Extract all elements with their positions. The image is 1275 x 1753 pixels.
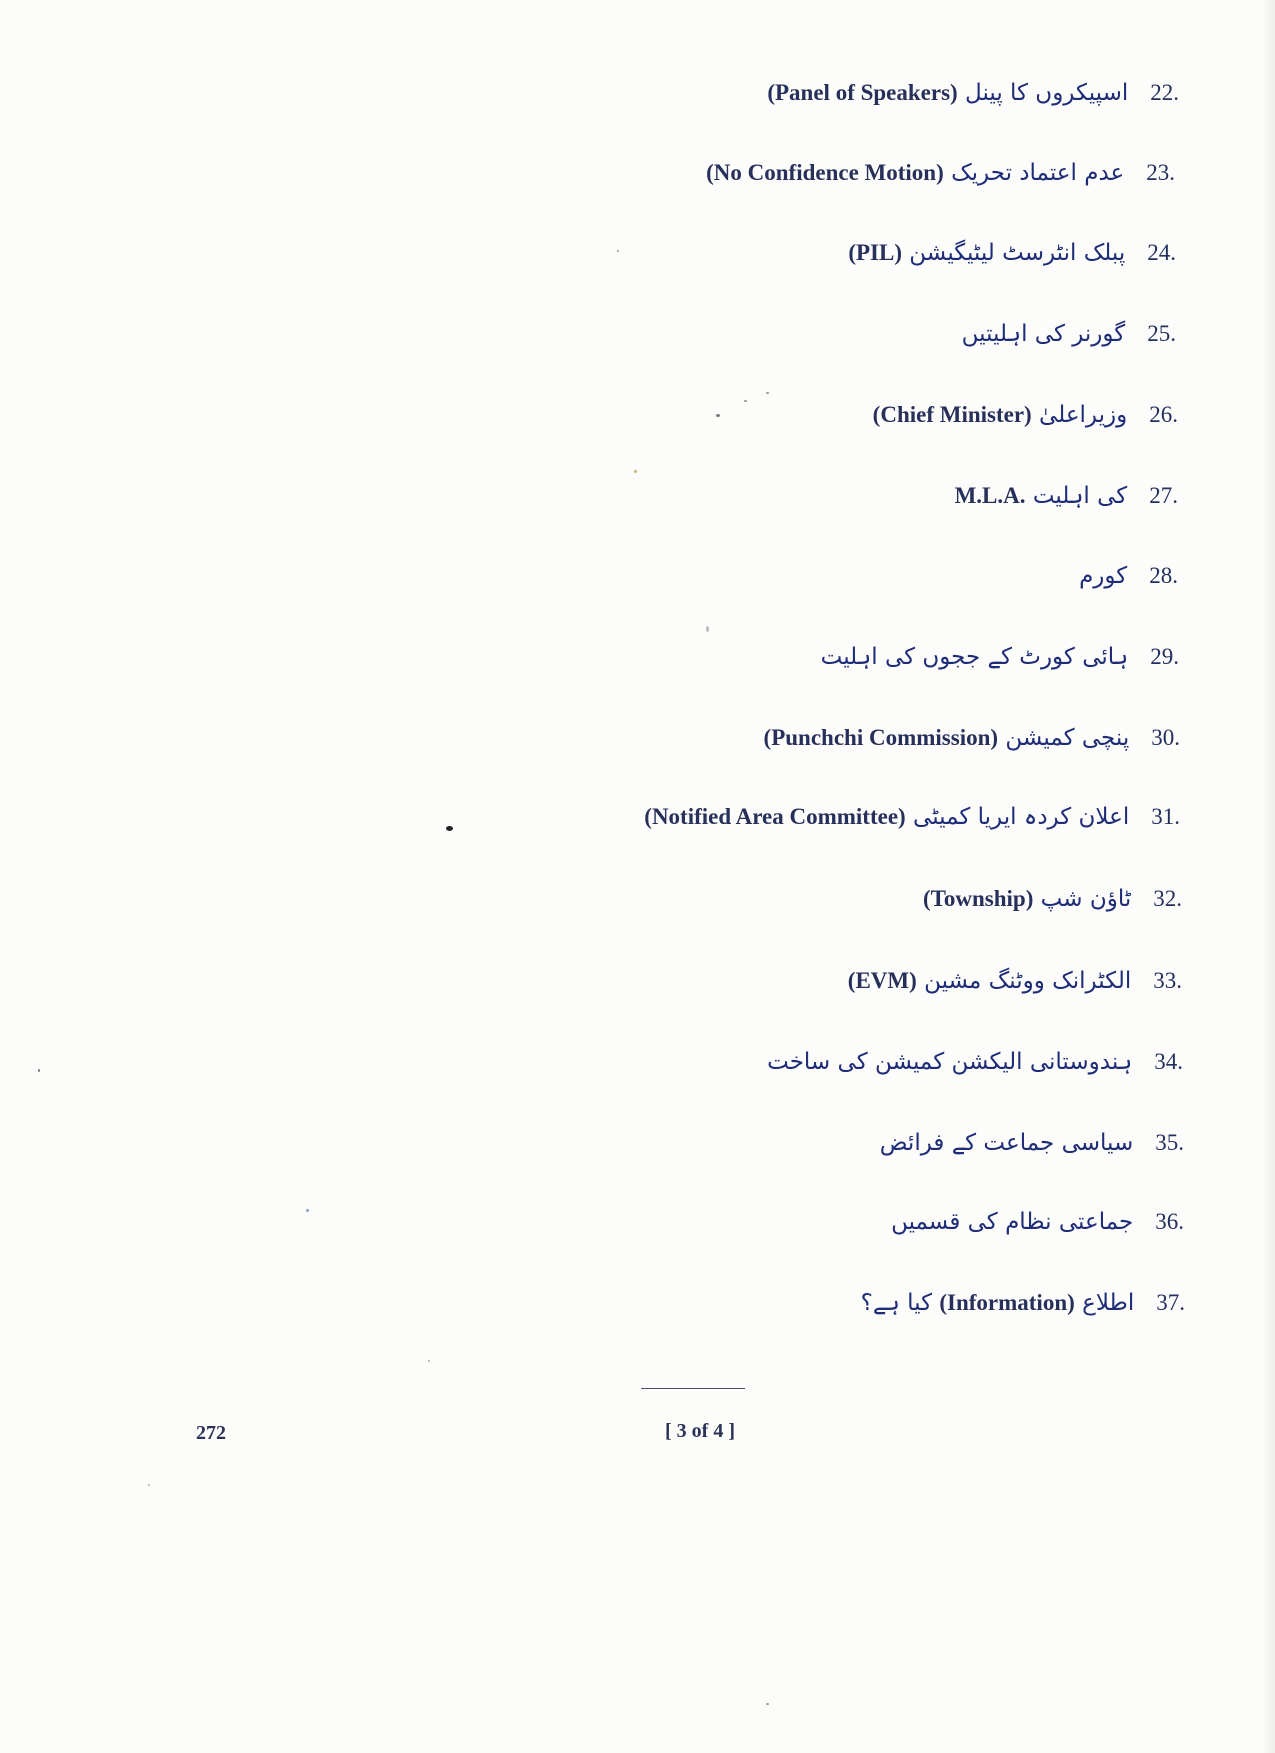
question-item bbox=[962, 314, 1176, 354]
question-text bbox=[891, 1209, 1133, 1235]
question-number: 35. bbox=[1155, 1130, 1184, 1155]
question-number: 23. bbox=[1146, 160, 1175, 185]
scan-speck bbox=[716, 414, 720, 417]
question-urdu: سیاسی جماعت کے فرائض bbox=[879, 1130, 1134, 1156]
question-text bbox=[1079, 563, 1127, 589]
scan-speck bbox=[446, 826, 453, 831]
question-urdu: اسپیکروں کا پینل bbox=[965, 80, 1129, 106]
question-text bbox=[955, 483, 1128, 509]
question-english: (Notified Area Committee) bbox=[644, 804, 906, 829]
question-text bbox=[821, 644, 1129, 670]
question-item bbox=[891, 1202, 1184, 1242]
page-code: 272 bbox=[196, 1422, 226, 1444]
scan-speck bbox=[38, 1069, 40, 1072]
question-item bbox=[880, 1123, 1184, 1163]
question-text bbox=[962, 321, 1126, 347]
question-item bbox=[644, 797, 1180, 837]
scan-speck bbox=[706, 626, 709, 632]
question-english: (Township) bbox=[922, 886, 1034, 911]
question-english: (Punchchi Commission) bbox=[763, 725, 999, 750]
scan-speck bbox=[148, 1484, 150, 1486]
question-number: 33. bbox=[1153, 968, 1182, 993]
question-english: (PIL) bbox=[848, 240, 902, 265]
question-english: (EVM) bbox=[847, 968, 917, 993]
question-urdu: جماعتی نظام کی قسمیں bbox=[891, 1209, 1134, 1235]
scan-speck bbox=[744, 400, 747, 402]
question-text bbox=[848, 968, 1131, 994]
question-number: 31. bbox=[1151, 804, 1180, 829]
question-number: 34. bbox=[1154, 1049, 1183, 1074]
question-item bbox=[767, 73, 1179, 113]
question-text bbox=[764, 725, 1130, 751]
question-urdu: گورنر کی اہلیتیں bbox=[961, 321, 1126, 347]
question-english: (Information) bbox=[939, 1290, 1075, 1315]
question-urdu: کی اہلیت bbox=[1032, 483, 1128, 509]
question-urdu-suffix: کیا ہے؟ bbox=[860, 1290, 933, 1316]
question-text bbox=[706, 160, 1124, 186]
question-item bbox=[1079, 556, 1178, 596]
question-urdu: عدم اعتماد تحریک bbox=[951, 160, 1125, 186]
question-text bbox=[767, 1049, 1132, 1075]
footer-divider bbox=[641, 1388, 745, 1389]
question-number: 27. bbox=[1149, 483, 1178, 508]
question-item bbox=[767, 1042, 1183, 1082]
question-number: 29. bbox=[1150, 644, 1179, 669]
question-text bbox=[644, 804, 1129, 830]
question-urdu: کورم bbox=[1079, 563, 1128, 589]
scan-speck bbox=[766, 1703, 769, 1705]
question-item bbox=[955, 476, 1178, 516]
question-text bbox=[767, 80, 1128, 106]
question-item bbox=[861, 1283, 1185, 1323]
question-english: (Chief Minister) bbox=[872, 402, 1032, 427]
scan-speck bbox=[428, 1360, 430, 1362]
question-number: 26. bbox=[1149, 402, 1178, 427]
question-english: M.L.A. bbox=[954, 483, 1026, 508]
question-text bbox=[873, 402, 1128, 428]
question-urdu: پنچی کمیشن bbox=[1005, 725, 1130, 751]
question-english: (No Confidence Motion) bbox=[706, 160, 944, 185]
question-text bbox=[880, 1130, 1134, 1156]
question-item bbox=[764, 718, 1180, 758]
question-text bbox=[848, 240, 1125, 266]
question-number: 25. bbox=[1147, 321, 1176, 346]
question-urdu: ہائی کورٹ کے ججوں کی اہلیت bbox=[820, 644, 1129, 670]
question-text bbox=[861, 1290, 1135, 1316]
question-item bbox=[873, 395, 1178, 435]
question-number: 28. bbox=[1149, 563, 1178, 588]
question-item bbox=[848, 233, 1176, 273]
question-urdu: اعلان کردہ ایریا کمیٹی bbox=[913, 804, 1130, 830]
question-urdu: الکٹرانک ووٹنگ مشین bbox=[924, 968, 1132, 994]
question-text bbox=[923, 886, 1131, 912]
question-urdu: وزیراعلیٰ bbox=[1039, 402, 1128, 428]
question-urdu: ٹاؤن شپ bbox=[1040, 886, 1132, 912]
question-urdu: پبلک انٹرسٹ لیٹیگیشن bbox=[909, 240, 1126, 266]
question-urdu: اطلاع bbox=[1082, 1290, 1135, 1316]
question-item bbox=[923, 879, 1182, 919]
question-number: 36. bbox=[1155, 1209, 1184, 1234]
question-number: 37. bbox=[1156, 1290, 1185, 1315]
question-number: 32. bbox=[1153, 886, 1182, 911]
question-urdu: ہندوستانی الیکشن کمیشن کی ساخت bbox=[767, 1049, 1133, 1075]
question-item bbox=[848, 961, 1182, 1001]
question-english: (Panel of Speakers) bbox=[767, 80, 958, 105]
scan-speck bbox=[617, 250, 619, 252]
question-number: 30. bbox=[1151, 725, 1180, 750]
question-item bbox=[706, 153, 1175, 193]
scan-speck bbox=[634, 470, 637, 473]
question-number: 22. bbox=[1150, 80, 1179, 105]
page-indicator: [ 3 of 4 ] bbox=[665, 1420, 735, 1442]
question-item bbox=[821, 637, 1179, 677]
scan-speck bbox=[306, 1209, 309, 1212]
question-number: 24. bbox=[1147, 240, 1176, 265]
scan-speck bbox=[766, 392, 769, 394]
